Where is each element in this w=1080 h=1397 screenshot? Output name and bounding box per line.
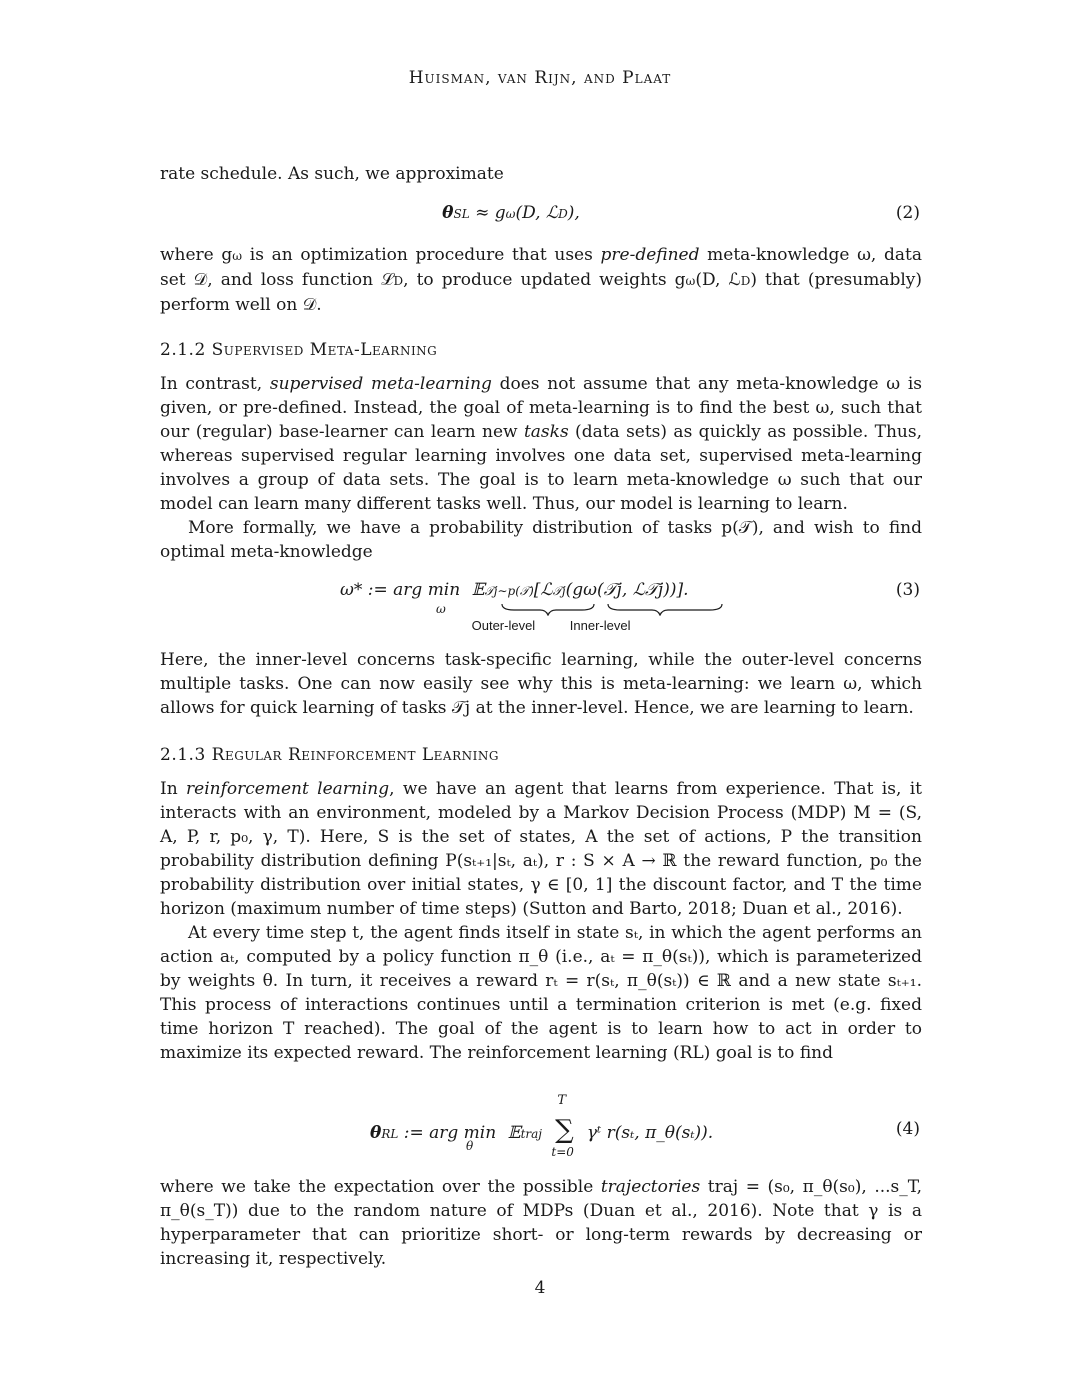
paragraph-reinforcement: In reinforcement learning, we have an agent that learns from experience. That is, it interacts with an environment, modeled by a Markov Decision Process (MDP) M = (S, A, P, r, p₀, γ, T). Here, S is the set of states, A the set of actions, P the transition probability distribution defining P(sₜ₊₁|sₜ, aₜ), r : S × A → ℝ the reward function, p₀ the probability distribution over initial states, γ ∈ [0, 1] the discount factor, and T the time horizon (maximum number of time steps) (Sutton and Barto, 2018; Duan et al., 2016). At every time step t, the agent finds itself in state sₜ, in which the agent performs an action aₜ, computed by a policy function π_θ (i.e., aₜ = π_θ(sₜ)), which is parameterized by weights θ. In turn, it receives a reward rₜ = r(sₜ, π_θ(sₜ)) ∈ ℝ and a new state sₜ₊₁. This process of interactions continues until a termination criterion is met (e.g. fixed time horizon T reached). The goal of the agent is to learn how to act in order to maximize its expected reward. The reinforcement learning (RL) goal is to find [160,779,922,1063]
paragraph-text: rate schedule. As such, we approximate [160,164,504,184]
paragraph-supervised-meta: In contrast, supervised meta-learning does not assume that any meta-knowledge ω is given, or pre-defined. Instead, the goal of meta-learning is to find the best ω, such that our (regular) base-learner can learn new tasks (data sets) as quickly as possible. Thus, whereas supervised regular learning involves one data set, supervised meta-learning involves a group of data sets. The goal is to learn meta-knowledge ω such that our model can learn many different tasks well. Thus, our model is learning to learn. More formally, we have a probability distribution of tasks p(𝒯), and wish to find optimal meta-knowledge [160,374,922,562]
summation: T ∑ t=0 [551,1093,574,1159]
inner-level-label: Inner-level [569,618,631,633]
equation-number: (3) [895,580,920,600]
equation-4 [160,1095,922,1165]
paragraph-inner-outer: Here, the inner-level concerns task-specific learning, while the outer-level concerns multiple tasks. One can now easily see why this is meta-learning: we learn ω, which allows for quick learning of tasks 𝒯j at the inner-level. Hence, we are learning to learn. [160,650,922,718]
paragraph-intro [160,162,922,186]
equation-number: (4) [895,1119,920,1139]
paragraph-more-formally: More formally, we have a probability distribution of tasks p(𝒯), and wish to find optimal meta-knowledge [160,518,922,562]
equation-4-body: θRL := arg min 𝔼traj T ∑ t=0 γᵗ r(sₜ, π_θ(sₜ)). θ [370,1093,714,1159]
section-heading-2-1-3: 2.1.3 Regular Reinforcement Learning [160,745,499,765]
paragraph-gomega: where gω is an optimization procedure that uses pre-defined meta-knowledge ω, data set 𝒟, and loss function ℒD, to produce updated weights gω(D, ℒD) that (presumably) perform well on 𝒟. [160,245,923,315]
running-head: Huisman, van Rijn, and Plaat [408,68,672,88]
section-heading-2-1-2: 2.1.2 Supervised Meta-Learning [160,340,438,360]
equation-2-body: θSL ≈ gω(D, ℒD), [442,203,580,223]
page-number: 4 [534,1278,546,1298]
underbraces [500,602,760,616]
equation-number: (2) [895,203,920,223]
equation-2 [160,203,922,243]
equation-3-body: ω* := arg min 𝔼𝒯j∼p(𝒯) Outer-level [ℒ𝒯j(gω(𝒯j, ℒ𝒯j))]. Inner-level ω [340,580,689,600]
equation-3 [160,580,922,642]
outer-level-label: Outer-level [471,618,536,633]
paragraph-trajectories: where we take the expectation over the possible trajectories traj = (s₀, π_θ(s₀), ...s_T, π_θ(s_T)) due to the random nature of MDPs (Duan et al., 2016). Note that γ is a hyperparameter that can prioritize short- or long-term rewards by decreasing or increasing it, respectively. [160,1177,922,1269]
paragraph-time-step: At every time step t, the agent finds itself in state sₜ, in which the agent performs an action aₜ, computed by a policy function π_θ (i.e., aₜ = π_θ(sₜ)), which is parameterized by weights θ. In turn, it receives a reward rₜ = r(sₜ, π_θ(sₜ)) ∈ ℝ and a new state sₜ₊₁. This process of interactions continues until a termination criterion is met (e.g. fixed time horizon T reached). The goal of the agent is to learn how to act in order to maximize its expected reward. The reinforcement learning (RL) goal is to find [160,923,922,1063]
